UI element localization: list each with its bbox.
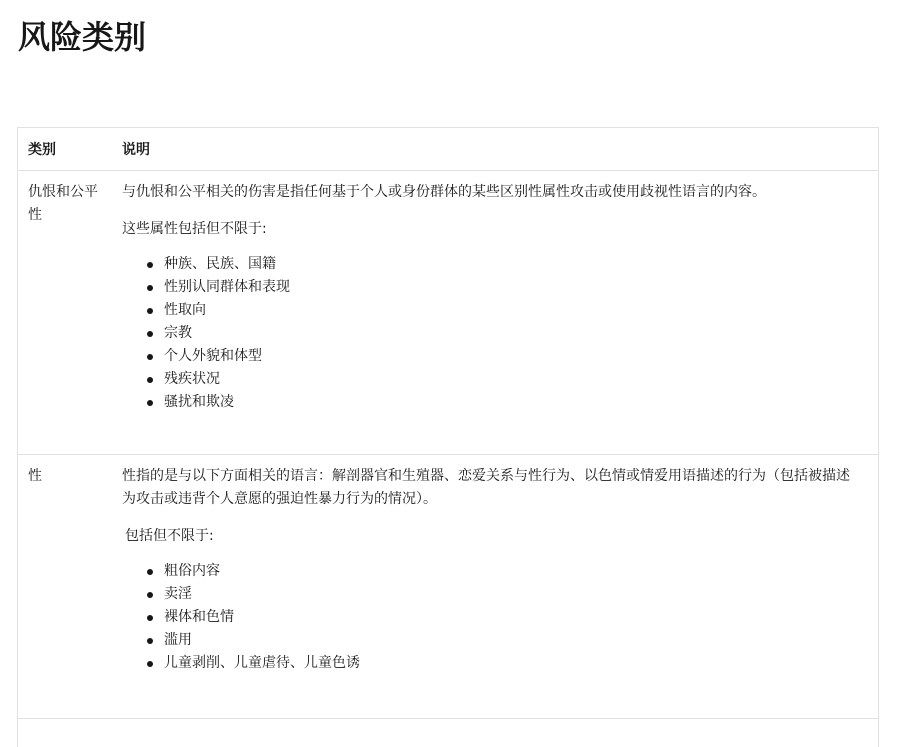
list-item: 骚扰和欺凌 — [164, 391, 858, 414]
content-list — [122, 560, 858, 675]
list-item: 儿童剥削、儿童虐待、儿童色诱 — [164, 652, 858, 675]
table-header-row — [18, 128, 878, 170]
list-item: 性别认同群体和表现 — [164, 276, 858, 299]
list-item: 种族、民族、国籍 — [164, 253, 858, 276]
list-intro: 这些属性包括但不限于: — [122, 220, 267, 237]
description-cell — [112, 454, 878, 718]
list-item: 裸体和色情 — [164, 606, 858, 629]
description-text: 性指的是与以下方面相关的语言：解剖器官和生殖器、恋爱关系与性行为、以色情或情爱用语描述的行为（包括被描述为攻击或违背个人意愿的强迫性暴力行为的情况）。 — [122, 467, 850, 507]
description-text: 与仇恨和公平相关的伤害是指任何基于个人或身份群体的某些区别性属性攻击或使用歧视性语言的内容。 — [122, 183, 766, 200]
table-row — [18, 454, 878, 718]
page-title: 风险类别 — [18, 18, 147, 56]
list-item: 残疾状况 — [164, 368, 858, 391]
category-cell: 仇恨和公平性 — [18, 170, 112, 454]
list-item: 宗教 — [164, 322, 858, 345]
risk-category-table — [17, 127, 879, 747]
table-row — [18, 170, 878, 454]
column-header-description: 说明 — [112, 128, 878, 170]
column-header-category: 类别 — [18, 128, 112, 170]
description-cell — [112, 170, 878, 454]
list-item: 个人外貌和体型 — [164, 345, 858, 368]
attribute-list — [122, 253, 858, 414]
list-intro: 包括但不限于: — [125, 527, 214, 544]
list-item: 性取向 — [164, 299, 858, 322]
list-item: 卖淫 — [164, 583, 858, 606]
category-cell: 性 — [18, 454, 112, 718]
list-item: 滥用 — [164, 629, 858, 652]
list-item: 粗俗内容 — [164, 560, 858, 583]
